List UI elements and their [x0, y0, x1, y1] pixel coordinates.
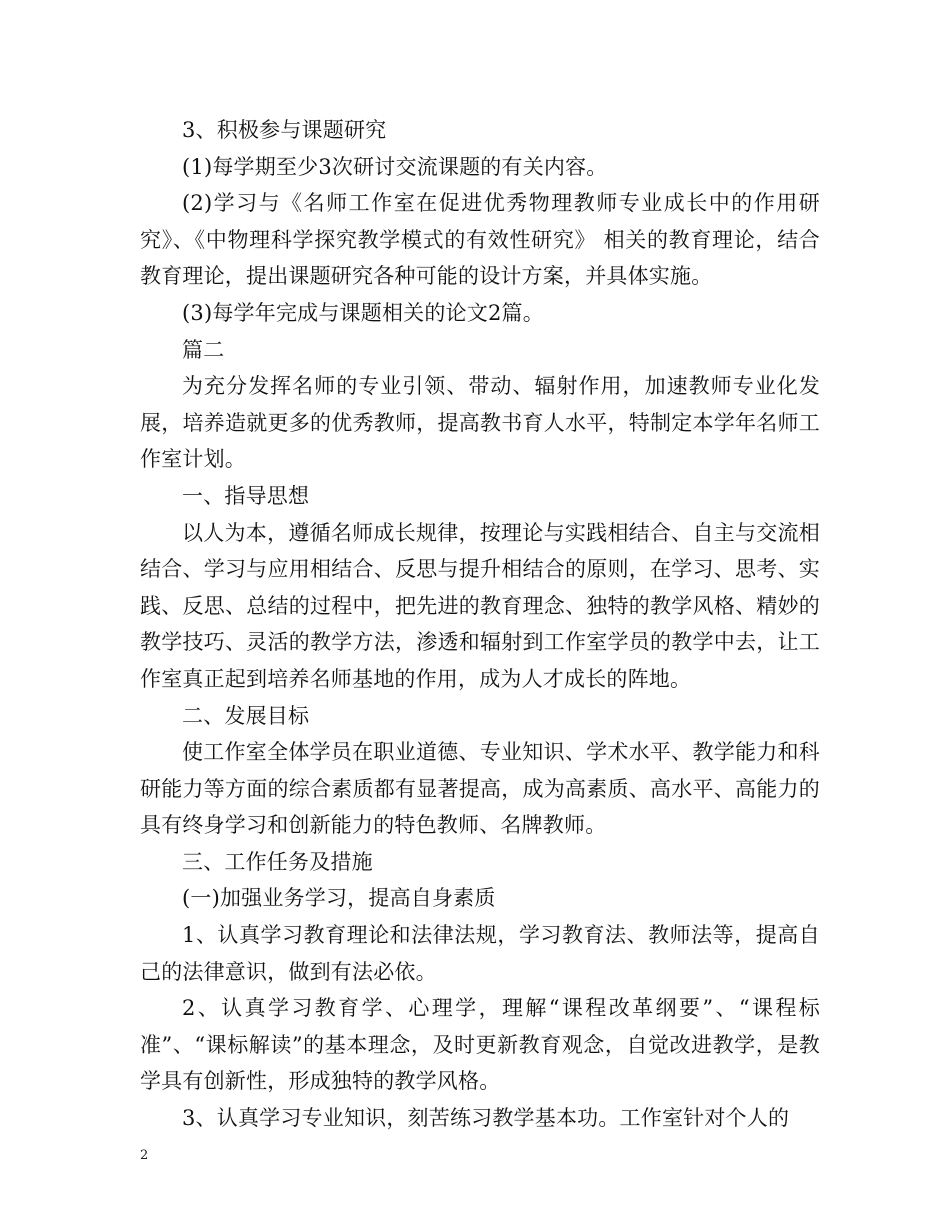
- page-number: 2: [140, 1148, 149, 1163]
- heading-tasks-measures: 三、工作任务及措施: [182, 849, 373, 874]
- paragraph-research-item-2: (2)学习与《名师工作室在促进优秀物理教师专业成长中的作用研究》、《中物理科学探究教学模式的有效性研究》 相关的教育理论，结合教育理论，提出课题研究各种可能的设计方案，并具体实施。: [140, 191, 820, 289]
- paragraph-study-pedagogy: 2、认真学习教育学、心理学，理解“课程改革纲要”、“课程标准”、“课标解读”的基本理念，及时更新教育观念，自觉改进教学，是教学具有创新性，形成独特的教学风格。: [140, 996, 820, 1094]
- heading-development-goals: 二、发展目标: [182, 703, 310, 728]
- paragraph-guiding-thought: 以人为本，遵循名师成长规律，按理论与实践相结合、自主与交流相结合、学习与应用相结合、反思与提升相结合的原则，在学习、思考、实践、反思、总结的过程中，把先进的教育理念、独特的教学风格、精妙的教学技巧、灵活的教学方法，渗透和辐射到工作室学员的教学中去，让工作室真正起到培养名师基地的作用，成为人才成长的阵地。: [140, 520, 820, 691]
- paragraph-study-law: 1、认真学习教育理论和法律法规，学习教育法、教师法等，提高自己的法律意识，做到有法必依。: [140, 923, 820, 984]
- paragraph-research-item-3: (3)每学年完成与课题相关的论文2篇。: [182, 300, 544, 325]
- paragraph-research-heading: 3、积极参与课题研究: [182, 118, 387, 142]
- heading-guiding-thought: 一、指导思想: [182, 483, 310, 508]
- paragraph-development-goals: 使工作室全体学员在职业道德、专业知识、学术水平、教学能力和科研能力等方面的综合素质都有显著提高，成为高素质、高水平、高能力的具有终身学习和创新能力的特色教师、名牌教师。: [140, 740, 820, 838]
- subheading-business-study: (一)加强业务学习，提高自身素质: [182, 886, 496, 911]
- paragraph-intro: 为充分发挥名师的专业引领、带动、辐射作用，加速教师专业化发展，培养造就更多的优秀教师，提高教书育人水平，特制定本学年名师工作室计划。: [140, 374, 820, 472]
- document-body: [140, 112, 820, 1137]
- paragraph-research-item-1: (1)每学期至少3次研讨交流课题的有关内容。: [182, 154, 608, 179]
- paragraph-study-professional: 3、认真学习专业知识，刻苦练习教学基本功。工作室针对个人的: [182, 1106, 790, 1131]
- section-title-part-two: 篇二: [182, 337, 225, 362]
